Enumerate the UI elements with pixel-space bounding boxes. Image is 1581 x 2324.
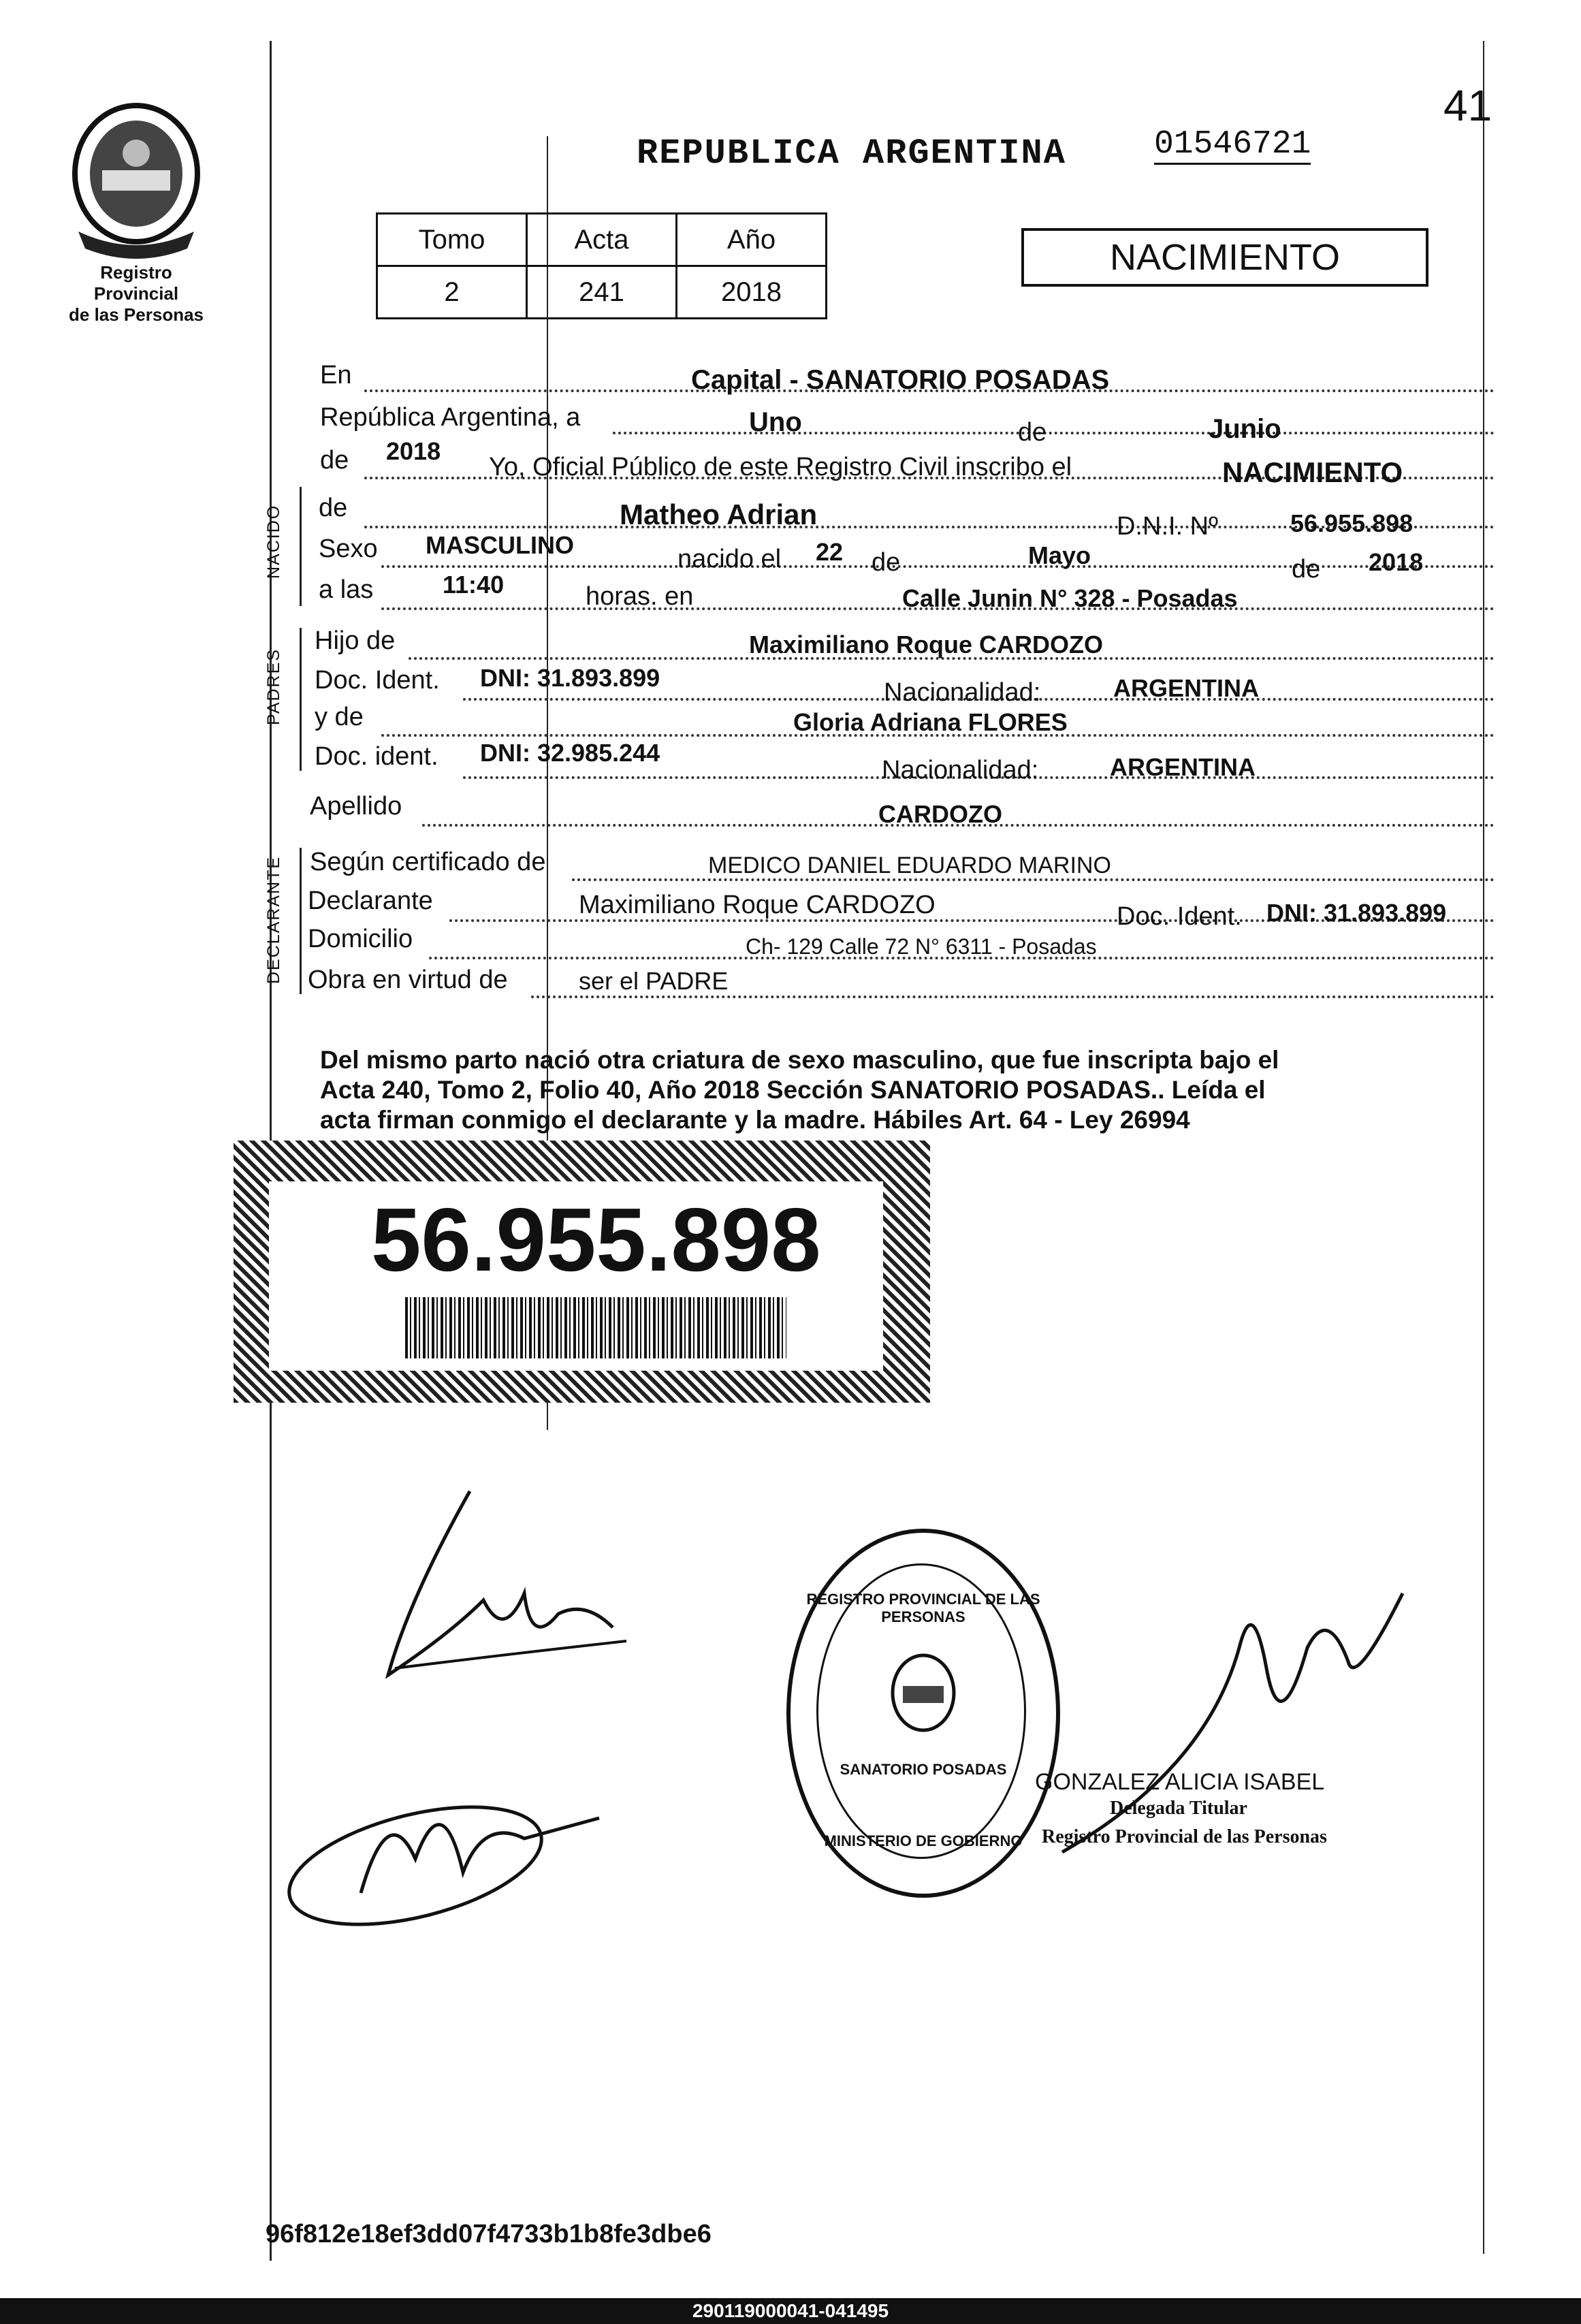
value-dia-nac: 22 [816,538,844,566]
note-paragraph [320,1045,1478,1135]
value-lugar: Capital - SANATORIO POSADAS [691,365,1110,395]
document-hash: 96f812e18ef3dd07f4733b1b8fe3dbe6 [266,2220,712,2248]
label-en: En [320,361,352,389]
value-dni-padre: DNI: 31.893.899 [480,664,660,692]
note-line1: Del mismo parto nació otra criatura de sexo masculino, que fue inscripta bajo el [320,1046,1279,1074]
label-domicilio: Domicilio [308,925,413,953]
sticker-dni-number: 56.955.898 [371,1190,821,1290]
value-hora: 11:40 [443,571,505,599]
dni-sticker [234,1141,930,1403]
value-declarante: Maximiliano Roque CARDOZO [579,891,936,919]
dots-obra [531,996,1495,998]
side-label-nacido: NACIDO [264,504,283,579]
value-dni-madre: DNI: 32.985.244 [480,739,660,767]
mother-signature [279,1757,633,1934]
value-anio: 2018 [386,437,441,465]
register-header-tomo: Tomo [377,214,527,266]
label-apellido: Apellido [310,792,402,821]
value-dni: 56.955.898 [1290,509,1414,537]
register-value-acta: 241 [527,266,677,319]
label-de-month: de [1018,418,1047,447]
label-doc-ident2: Doc. ident. [315,742,438,771]
note-line2: Acta 240, Tomo 2, Folio 40, Año 2018 Sección SANATORIO POSADAS.. Leída el [320,1076,1266,1104]
label-y-de: y de [315,703,364,731]
value-acto: NACIMIENTO [1222,456,1403,488]
label-obra: Obra en virtud de [308,966,508,994]
right-margin-line [1483,41,1484,2254]
label-hijo-de: Hijo de [315,626,396,655]
value-apellido: CARDOZO [878,800,1002,828]
value-nac-madre: ARGENTINA [1110,753,1256,781]
official-seal [786,1529,1060,1898]
value-obra: ser el PADRE [579,967,729,995]
label-sexo: Sexo [319,535,378,563]
register-header-acta: Acta [527,214,677,266]
value-dni-declarante: DNI: 31.893.899 [1266,899,1447,927]
value-nombre: Matheo Adrian [620,498,818,530]
label-de-year: de [320,446,349,475]
logo-caption-line2: de las Personas [69,304,204,325]
register-value-anio: 2018 [677,266,827,319]
nacido-bracket [300,487,306,606]
register-table [376,212,827,319]
padres-bracket [300,628,306,771]
logo-caption-line1: Registro Provincial [93,262,179,304]
serial-number: 01546721 [1154,126,1311,165]
seal-ring-text: REGISTRO PROVINCIAL DE LAS PERSONAS [806,1591,1040,1625]
side-label-padres: PADRES [264,648,283,725]
label-segun: Según certificado de [310,848,546,876]
register-value-tomo: 2 [377,266,527,319]
label-horas-en: horas. en [586,582,694,611]
misiones-coat-of-arms-icon [58,95,214,259]
declarant-signature-top [368,1464,654,1723]
act-type-box: NACIMIENTO [1021,228,1428,287]
seal-inner-text: SANATORIO POSADAS [840,1761,1007,1778]
dots-republica [613,432,1495,434]
label-republica: República Argentina, a [320,403,581,432]
label-doc-ident3: Doc. Ident. [1117,902,1242,931]
value-dia: Uno [749,407,802,437]
value-certificado: MEDICO DANIEL EDUARDO MARINO [708,853,1111,878]
value-mes: Junio [1209,414,1281,444]
label-oficial: Yo, Oficial Público de este Registro Civil inscribo el [489,453,1072,481]
label-doc-ident1: Doc. Ident. [315,666,440,695]
republic-title: REPUBLICA ARGENTINA [637,133,1066,174]
label-nacionalidad2: Nacionalidad: [882,756,1039,784]
value-mes-nac: Mayo [1028,541,1091,569]
value-anio-nac: 2018 [1369,548,1424,576]
barcode [405,1297,786,1358]
label-a-las: a las [319,575,374,604]
footer-code: 290119000041-041495 [692,2300,889,2321]
official-title: Delegada Titular [1110,1798,1247,1819]
value-madre: Gloria Adriana FLORES [793,708,1068,736]
value-padre: Maximiliano Roque CARDOZO [749,631,1104,658]
label-nacido-el: nacido el [677,545,782,573]
register-header-anio: Año [677,214,827,266]
value-lugar-nac: Calle Junin N° 328 - Posadas [902,584,1238,612]
value-sexo: MASCULINO [426,531,574,559]
value-nac-padre: ARGENTINA [1113,674,1259,702]
note-line3: acta firman conmigo el declarante y la madre. Hábiles Art. 64 - Ley 26994 [320,1106,1190,1134]
sticker-inner [269,1181,883,1371]
label-nacionalidad1: Nacionalidad: [884,678,1041,707]
label-de-name: de [319,494,348,522]
official-name: GONZALEZ ALICIA ISABEL [1035,1769,1325,1795]
label-dni: D.N.I. Nº [1117,512,1218,541]
label-de2: de [872,548,901,577]
seal-coat-of-arms-icon [886,1649,961,1737]
label-de3: de [1292,555,1321,584]
declarante-bracket [300,848,306,994]
official-org: Registro Provincial de las Personas [1042,1826,1327,1847]
dots-sexo [381,565,1495,568]
value-domicilio: Ch- 129 Calle 72 N° 6311 - Posadas [746,934,1097,959]
side-label-declarante: DECLARANTE [264,855,283,984]
page-number: 41 [1443,81,1492,130]
seal-bottom-text: MINISTERIO DE GOBIERNO [824,1832,1023,1849]
label-declarante: Declarante [308,887,433,915]
province-logo [58,95,214,325]
